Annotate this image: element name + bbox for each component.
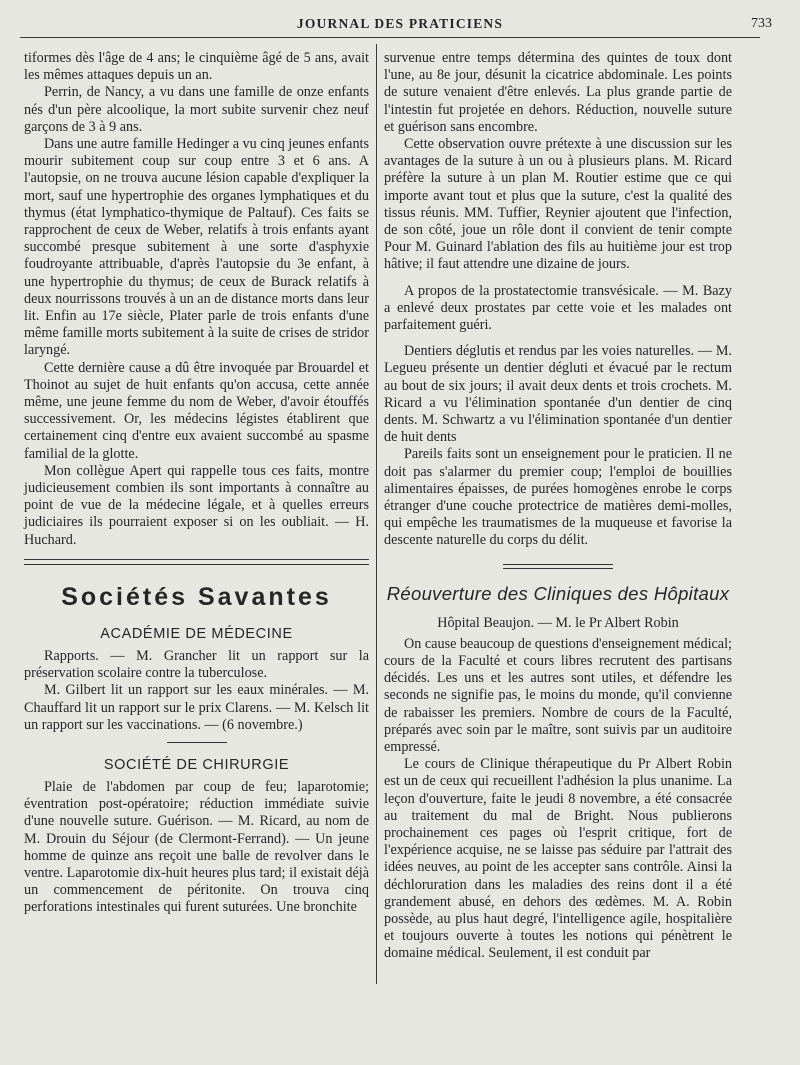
paragraph: A propos de la prostatectomie transvésicale. — M. Bazy a enlevé deux prostates par cette voie et les malades ont parfaitement guéri.: [384, 282, 732, 334]
paragraph: Pareils faits sont un enseignement pour le praticien. Il ne doit pas s'alarmer du premier coup; l'emploi de bouillies alimentaires épaisses, de purées homogènes enrobe le corps étranger d'une couche protectrice de matières demi-molles, qui empêche les traumatismes de la muqueuse et favorise la descente naturelle du corps du délit.: [384, 446, 732, 549]
clinic-subheading: Hôpital Beaujon. — M. le Pr Albert Robin: [437, 614, 679, 631]
paragraph: tiformes dès l'âge de 4 ans; le cinquième âgé de 5 ans, avait les mêmes attaques depuis un an.: [24, 50, 369, 84]
paragraph: survenue entre temps détermina des quintes de toux dont l'une, au 8e jour, désunit la cicatrice abdominale. Les points de suture venaient d'être enlevés. La plus grande partie de l'intestin fut projetée en dehors. Réduction, nouvelle suture et guérison sans encombre.: [384, 50, 732, 135]
section-divider: [24, 559, 369, 565]
page-number: 733: [751, 16, 772, 31]
right-column: [384, 50, 732, 963]
subsection-title: SOCIÉTÉ DE CHIRURGIE: [103, 756, 290, 773]
paragraph: Cette observation ouvre prétexte à une discussion sur les avantages de la suture à un ou à plusieurs plans. M. Ricard préfère la suture à un plan M. Routier estime que ce qui importe avant tout et plus que la suture, c'est la qualité des tissus réunis. MM. Tuffier, Reynier ajoutent que l'infection, de son côté, joue un rôle dont il convient de tenir compte Pour M. Guinard l'ablation des fils au huitième jour est trop hâtive; il faut attendre une dizaine de jours.: [384, 136, 732, 273]
section-title: Réouverture des Cliniques des Hôpitaux: [386, 582, 730, 604]
header-rule: [20, 37, 760, 38]
paragraph: Dentiers déglutis et rendus par les voies naturelles. — M. Legueu présente un dentier dégluti et évacué par le rectum au bout de six jours; il avait deux dents et trois crochets. M. Ricard a vu l'élimination spontanée d'un dentier de cinq dents. M. Schwartz a vu l'élimination spontanée d'un dentier de huit dents: [384, 343, 732, 446]
subsection-divider: [167, 742, 227, 743]
paragraph: Mon collègue Apert qui rappelle tous ces faits, montre judicieusement combien ils sont importants à connaître au point de vue de la médecine légale, et à quelles erreurs judiciaires ils pourraient exposer si on les oubliait. — H. Huchard.: [24, 462, 369, 548]
paragraph: On cause beaucoup de questions d'enseignement médical; cours de la Faculté et cours libres recrutent des partisans décidés. Les uns et les autres sont utiles, et défendre les seconds ne signifie pas, le moins du monde, qu'il convienne de rabaisser les premiers. Nombre de cours de la Faculté, préparés avec soin par le maître, sont suivis par un auditoire empressé.: [384, 635, 732, 755]
paragraph: Cette dernière cause a dû être invoquée par Brouardel et Thoinot au sujet de huit enfants qu'on accusa, cette année même, une jeune femme du nom de Weber, d'avoir étouffés successivement. Or, les médecins légistes établirent que certainement cinq d'entre eux avaient succombé au spasme familial de la glotte.: [24, 359, 369, 462]
left-column: [24, 50, 369, 917]
paragraph: Dans une autre famille Hedinger a vu cinq jeunes enfants mourir subitement coup sur coup entre 3 et 6 ans. A l'autopsie, on ne trouva aucune lésion capable d'expliquer la mort, sauf une hypertrophie des organes lymphatiques et du thymus (état lymphatico-thymique de Paltauf). Ces faits se rapprochent de ceux de Weber, relatifs à trois enfants ayant succombé presque subitement à une sorte d'asphyxie foudroyante attribuable, d'après l'autopsie du 3e enfant, à une hypertrophie du thymus; de ceux de Burack relatifs à deux nourrissons trouvés à un an de distance morts dans leur lit. Enfin au 17e siècle, Plater parle de trois enfants d'une même famille morts subitement à la suite de crises de stridor laryngé.: [24, 136, 370, 359]
paragraph: Perrin, de Nancy, a vu dans une famille de onze enfants nés d'un père alcoolique, la mort subite survenir chez neuf garçons de 3 à 9 ans.: [24, 84, 369, 135]
paragraph: Rapports. — M. Grancher lit un rapport sur la préservation scolaire contre la tuberculose.: [24, 647, 369, 682]
paragraph: Le cours de Clinique thérapeutique du Pr Albert Robin est un de ceux qui recueillent l'adhésion la plus unanime. La leçon d'ouverture, faite le jeudi 8 novembre, a été consacrée au traitement du mal de Bright. Nous publierons prochainement ces pages où l'esprit critique, fort de l'expérience acquise, ne se laisse pas séduire par l'attrait des idées neuves, au point de les accepter sans contrôle. Ainsi la déchloruration dans les maladies des reins dont il a été grandement abusé, en dehors des œdèmes. M. A. Robin possède, au plus haut degré, l'intelligence agile, hospitalière et toujours ouverte à toutes les notions qui pénètrent le domaine médical. Seulement, il est conduit par: [384, 756, 732, 962]
journal-title: JOURNAL DES PRATICIENS: [296, 16, 504, 31]
section-divider: [503, 564, 613, 569]
section-title: Sociétés Savantes: [61, 582, 332, 611]
paragraph: Plaie de l'abdomen par coup de feu; laparotomie; éventration post-opératoire; réduction immédiate suivie d'une nouvelle suture. Guérison. — M. Ricard, au nom de M. Drouin du Séjour (de Clermont-Ferrand). — Un jeune homme de quinze ans reçoit une balle de revolver dans le ventre. Laparotomie dix-huit heures plus tard; il existait déjà un commencement de péritonite. On trouva cinq perforations intestinales qui furent suturées. Une bronchite: [24, 778, 369, 916]
running-header: [0, 8, 800, 40]
subsection-title: ACADÉMIE DE MÉDECINE: [100, 625, 293, 642]
column-divider: [376, 44, 377, 984]
paragraph: M. Gilbert lit un rapport sur les eaux minérales. — M. Chauffard lit un rapport sur le prix Clarens. — M. Kelsch lit un rapport sur les vaccinations. — (6 novembre.): [24, 682, 369, 733]
